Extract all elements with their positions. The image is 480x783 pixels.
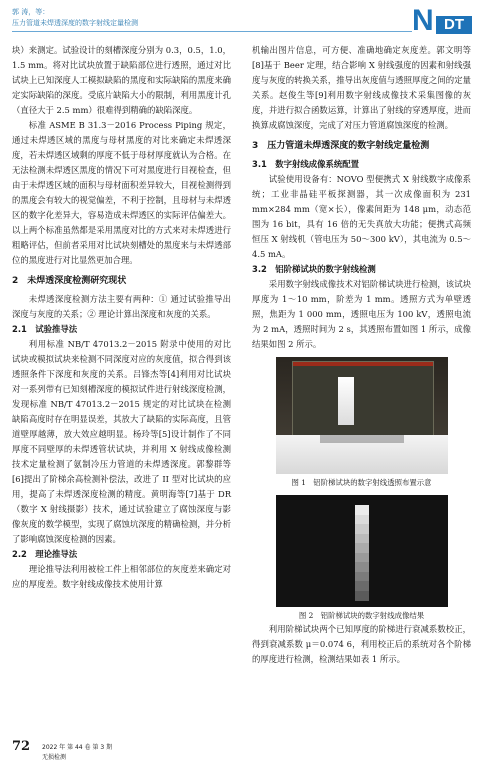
subsection-heading-3-1: 3.1 数字射线成像系统配置 — [252, 159, 359, 169]
section-heading-2: 2 未焊透深度检测研究现状 — [12, 276, 127, 286]
right-column — [252, 43, 471, 667]
paragraph: 未焊透深度检测方法主要有两种：① 通过试验推导出深度与灰度的关系；② 理论计算出深度和灰度的关系。 — [12, 294, 231, 319]
step-wedge-band — [355, 505, 369, 515]
step-wedge-band — [355, 515, 369, 525]
detector-panel — [292, 361, 434, 441]
figure-1-photo — [276, 357, 448, 474]
step-wedge-band — [355, 543, 369, 553]
header-divider — [12, 31, 412, 32]
paragraph: 利用标准 NB/T 47013.2－2015 附录中使用的对比试块或模拟试块来检测不同深度对应的灰度值，拟合得到该透照条件下深度和灰度的关系。吕锋杰等[4]利用对比试块对一系列带有已知刻槽深度的模拟试件进行射线深度检测，发现标准 NB/T 47013.2－2015 规定的对比试块在检测缺陷高度时存在明显误差，其放大了缺陷的实际高度，且管道壁厚越薄，放大效应越明显。杨玲等[5]设计制作了不同厚度不同壁厚的未焊透管状试块，并利用 X 射线成像检测技术定量检测了氨制冷压力管道的未焊透深度。郭黎群等[6]提出了阶梯余高检测补偿法，改进了 II 型对比试块的应用，提高了未焊透深度检测的精度。黄明海等[7]基于 DR（数字 X 射线摄影）技术，通过试验建立了腐蚀深度与影像灰度的数学模型，实现了腐蚀坑深度的精确检测，并分析了影响腐蚀深度检测的因素。 — [12, 339, 231, 544]
figure-2-radiograph — [276, 495, 448, 607]
subsection-heading-2-2: 2.2 理论推导法 — [12, 549, 78, 559]
footer-journal: 无损检测 — [42, 754, 67, 761]
paragraph: 机输出图片信息，可方便、准确地确定灰度差。郭文明等[8]基于 Beer 定理，结合影响 X 射线强度的因素和射线强度与灰度的转换关系，推导出灰度值与透照厚度之间的定量关系。赵俊生等[9]利用数字射线成像技术采集图像的灰度，并进行拟合函数运算，计算出了射线的穿透厚度，进而换算成腐蚀深度，完成了对压力管道腐蚀深度的检测。 — [252, 45, 471, 130]
subsection-heading-3-2: 3.2 铝阶梯试块的数字射线检测 — [252, 264, 376, 274]
step-wedge-band — [355, 562, 369, 572]
logo-letters-dt: DT — [436, 16, 472, 34]
footer-issue: 2022 年 第 44 卷 第 3 期 — [42, 744, 113, 751]
running-head-title: 压力管道未焊透深度的数字射线定量检测 — [12, 19, 138, 27]
step-wedge-band — [355, 581, 369, 591]
paragraph: 理论推导法利用被检工件上相邻部位的灰度差来确定对应的厚度差。数字射线成像技术使用计算 — [12, 564, 231, 589]
detector-panel-edge — [293, 362, 433, 366]
paragraph: 试验使用设备有：NOVO 型便携式 X 射线数字成像系统；工业非晶硅平板探测器，其一次成像面积为 231 mm×284 mm（宽×长），像素间距为 148 μm，动态范围为 16 bit，具有 16 倍的无失真放大功能；便携式高频恒压 X 射线机（管电压为 50～300 kV），其电流为 0.5～4.5 mA。 — [252, 174, 471, 259]
running-head-authors: 郭 涛，等： — [12, 8, 50, 16]
logo-letter-n: N — [412, 4, 434, 37]
paragraph: 采用数字射线成像技术对铝阶梯试块进行检测，该试块厚度为 1～10 mm，阶差为 1 mm。透照方式为单壁透照，焦距为 1 000 mm，透照电压为 100 kV，透照电流为 2 mA，透照时间为 2 s，其透照布置如图 1 所示，成像结果如图 2 所示。 — [252, 279, 471, 349]
section-heading-3: 3 压力管道未焊透深度的数字射线定量检测 — [252, 141, 430, 151]
journal-logo — [412, 6, 474, 36]
aluminum-step-specimen — [338, 377, 354, 425]
step-wedge-band — [355, 534, 369, 544]
step-wedge-band — [355, 572, 369, 582]
subsection-heading-2-1: 2.1 试验推导法 — [12, 324, 78, 334]
figure-2-caption: 图 2 铝阶梯试块的数字射线成像结果 — [298, 611, 425, 620]
page-footer — [12, 739, 312, 773]
left-column — [12, 43, 231, 592]
step-wedge-band — [355, 524, 369, 534]
specimen-shadow — [320, 435, 404, 443]
paragraph: 利用阶梯试块两个已知厚度的阶梯进行衰减系数校正，得到衰减系数 μ＝0.074 6，利用校正后的系统对各个阶梯的厚度进行检测，检测结果如表 1 所示。 — [252, 624, 471, 664]
page-number: 72 — [12, 739, 31, 754]
paragraph: 块）来测定。试验设计的刻槽深度分别为 0.3，0.5，1.0，1.5 mm。将对比试块放置于缺陷部位进行透照，通过对比试块上已知深度人工模拟缺陷的黑度和实际缺陷的黑度来确定实际缺陷的深度。受底片缺陷大小的限制，利用黑度计孔（直径大于 2.5 mm）很难得到精确的缺陷深度。 — [12, 45, 231, 115]
figure-1-caption: 图 1 铝阶梯试块的数字射线透照布置示意 — [291, 478, 432, 487]
paragraph: 标准 ASME B 31.3－2016 Process Piping 规定，通过未焊透区域的黑度与母材黑度的对比来确定未焊透深度，若未焊透区域剩的厚度不低于母材厚度就认为合格。在无法检测未焊透区黑度的情况下可对黑度进行目视检查，但由于未焊透区域的面积与母材面积差异较大，目视检测得到的黑度会有较大的视觉偏差，不利于控制，且母材与未焊透区的数字化差异大，容易造成未焊透区的实际评估偏差大。以上两个标准虽然都是采用黑度对比的方式来对未焊透进行粗略评估，但前者采用对比试块刻槽处的黑度来与未焊透部位的黑度进行对比显然更加合理。 — [12, 120, 231, 265]
page-header — [0, 0, 480, 36]
step-wedge-band — [355, 553, 369, 563]
step-wedge-band — [355, 591, 369, 601]
